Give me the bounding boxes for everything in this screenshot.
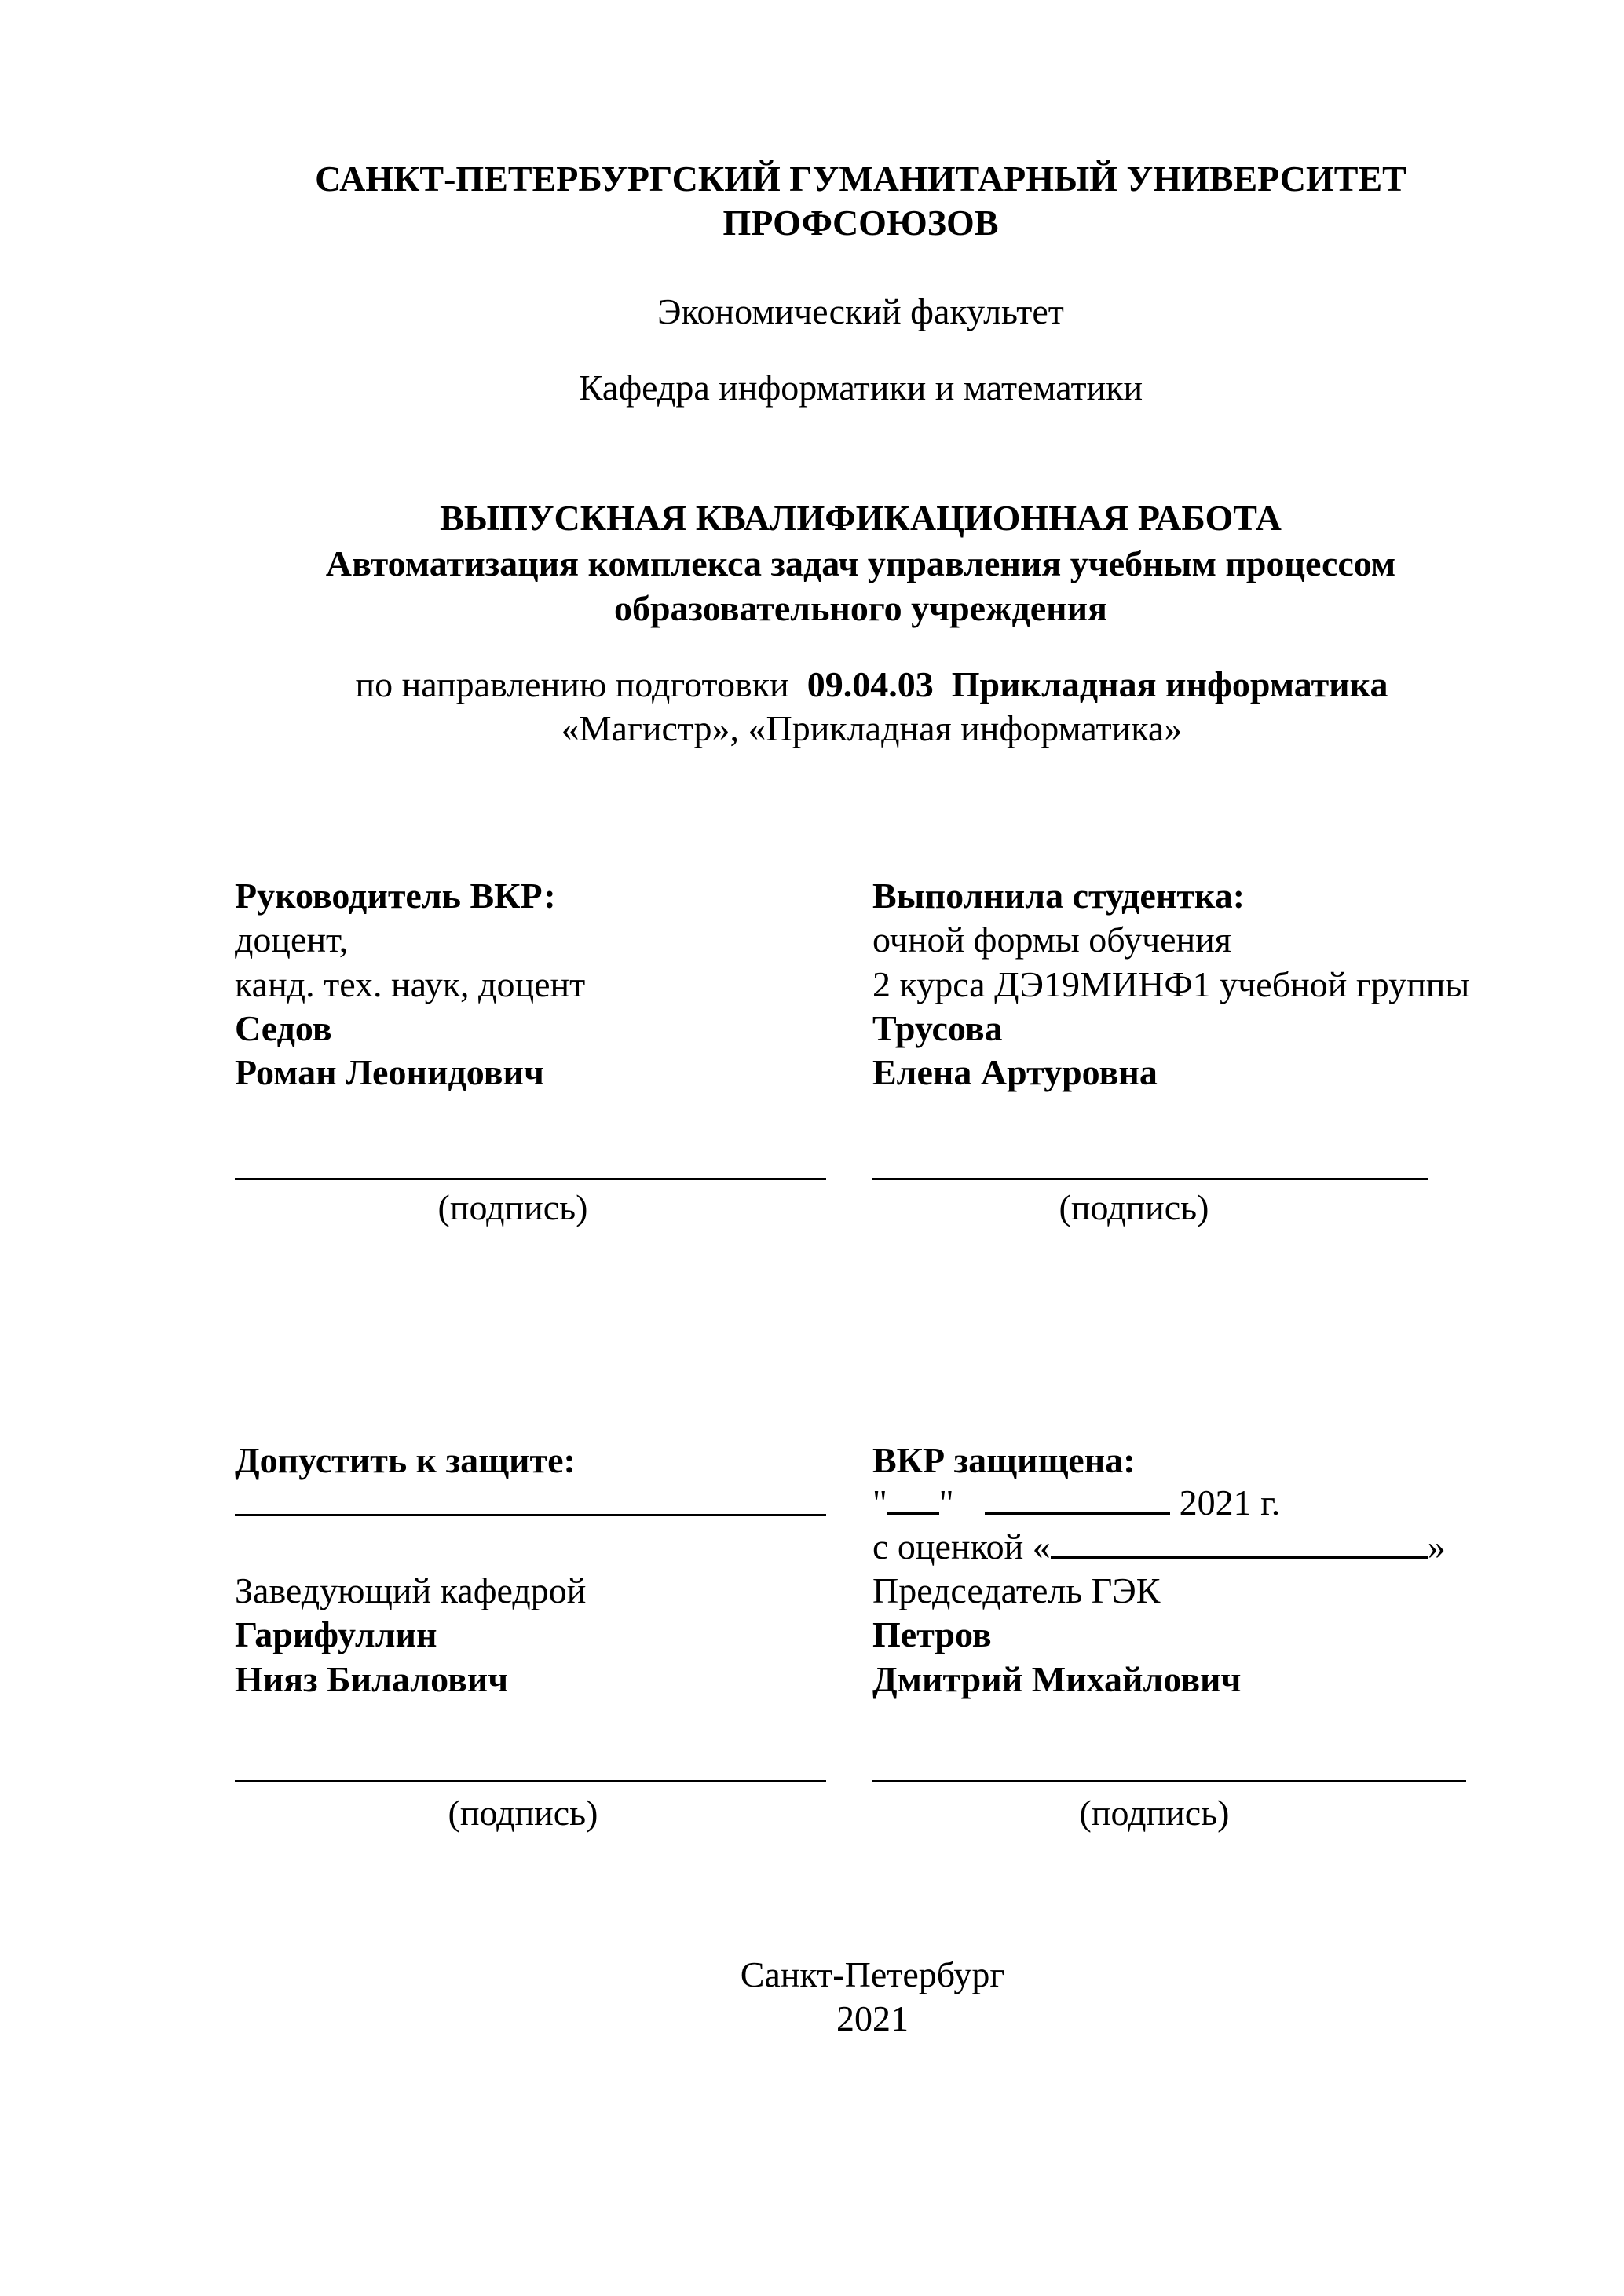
supervisor-heading: Руководитель ВКР: — [235, 876, 556, 916]
faculty: Экономический факультет — [657, 291, 1064, 331]
defense-signature-label: (подпись) — [1079, 1793, 1230, 1833]
university-name-line2: ПРОФСОЮЗОВ — [722, 203, 999, 243]
student-surname: Трусова — [872, 1008, 1003, 1048]
defense-heading: ВКР защищена: — [872, 1440, 1136, 1480]
department: Кафедра информатики и математики — [578, 367, 1143, 408]
defense-signature-line — [872, 1780, 1466, 1782]
admission-signature-label: (подпись) — [448, 1793, 598, 1833]
supervisor-signature-line — [235, 1178, 826, 1180]
direction-line — [356, 663, 1388, 707]
defense-date — [872, 1481, 1280, 1525]
supervisor-name: Роман Леонидович — [235, 1052, 544, 1092]
defense-name: Дмитрий Михайлович — [872, 1659, 1242, 1699]
city: Санкт-Петербург — [740, 1954, 1005, 1994]
admission-surname: Гарифуллин — [235, 1614, 437, 1654]
admission-role: Заведующий кафедрой — [235, 1570, 587, 1610]
degree: «Магистр», «Прикладная информатика» — [561, 708, 1183, 748]
student-heading: Выполнила студентка: — [872, 876, 1245, 916]
date-quote-open: " — [872, 1483, 887, 1523]
student-signature-line — [872, 1178, 1428, 1180]
defense-grade — [872, 1525, 1446, 1569]
student-form: очной формы обучения — [872, 919, 1231, 960]
admission-signature-line — [235, 1514, 826, 1516]
university-name-line1: САНКТ-ПЕТЕРБУРГСКИЙ ГУМАНИТАРНЫЙ УНИВЕРСИТЕТ — [315, 159, 1406, 199]
grade-prefix: с оценкой « — [872, 1526, 1051, 1567]
admission-name: Нияз Билалович — [235, 1659, 509, 1699]
grade-blank — [1051, 1525, 1428, 1559]
day-blank — [887, 1481, 939, 1515]
student-name: Елена Артуровна — [872, 1052, 1158, 1092]
defense-role: Председатель ГЭК — [872, 1570, 1161, 1610]
direction-prefix: по направлению подготовки — [355, 664, 789, 704]
student-group: 2 курса ДЭ19МИНФ1 учебной группы — [872, 964, 1470, 1004]
work-type: ВЫПУСКНАЯ КВАЛИФИКАЦИОННАЯ РАБОТА — [440, 498, 1282, 538]
admission-head-signature-line — [235, 1780, 826, 1782]
date-quote-close: " — [938, 1483, 954, 1523]
grade-suffix: » — [1427, 1526, 1446, 1567]
work-title-line2: образовательного учреждения — [613, 588, 1108, 628]
student-signature-label: (подпись) — [1059, 1187, 1209, 1227]
year: 2021 — [836, 1998, 909, 2038]
supervisor-surname: Седов — [235, 1008, 332, 1048]
month-blank — [985, 1481, 1170, 1515]
admission-heading: Допустить к защите: — [235, 1440, 576, 1480]
defense-surname: Петров — [872, 1614, 992, 1654]
work-title-line1: Автоматизация комплекса задач управления учебным процессом — [325, 543, 1396, 583]
defense-year: 2021 г. — [1179, 1483, 1281, 1523]
direction-code: 09.04.03 Прикладная информатика — [807, 664, 1388, 704]
supervisor-degree: канд. тех. наук, доцент — [235, 964, 586, 1004]
supervisor-position: доцент, — [235, 919, 349, 960]
supervisor-signature-label: (подпись) — [437, 1187, 588, 1227]
